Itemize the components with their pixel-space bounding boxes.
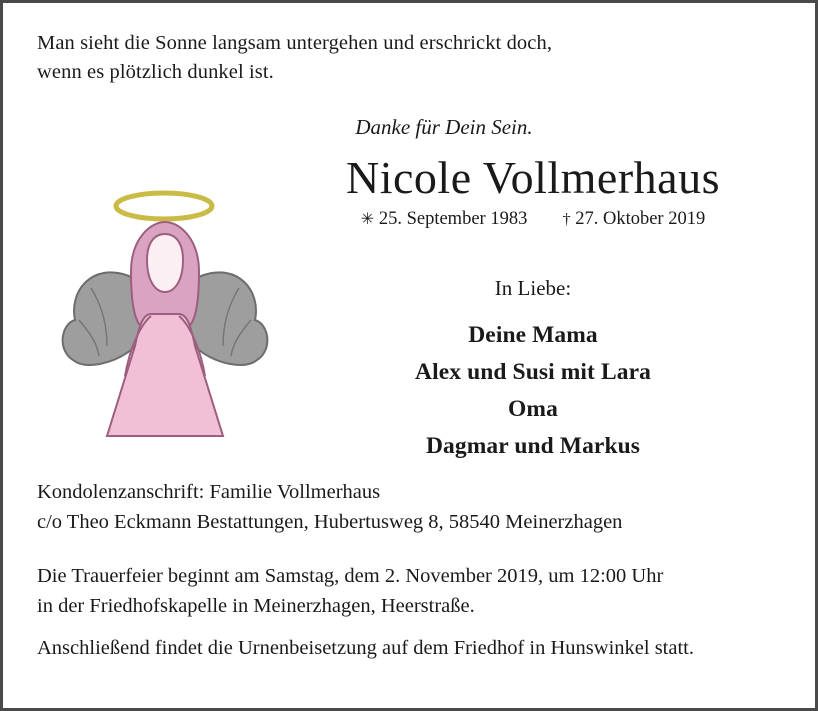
- service-line-3: Anschließend findet die Urnenbeisetzung auf dem Friedhof in Hunswinkel statt.: [37, 636, 694, 659]
- quote-line-2: wenn es plötzlich dunkel ist.: [37, 61, 274, 84]
- bottom-section: [37, 478, 781, 664]
- family-member: Deine Mama: [468, 321, 598, 348]
- quote-line-1: Man sieht die Sonne langsam untergehen und erschrickt doch,: [37, 32, 553, 54]
- condolence-block: [37, 478, 781, 538]
- quote-text: [37, 29, 781, 87]
- family-member: Dagmar und Markus: [425, 432, 641, 459]
- main-section: [37, 154, 781, 472]
- condolence-line-1: Kondolenzanschrift: Familie Vollmerhaus: [37, 481, 381, 504]
- death-symbol: †: [562, 210, 571, 228]
- deceased-name: Nicole Vollmerhaus: [346, 152, 720, 204]
- family-member: Alex und Susi mit Lara: [415, 358, 651, 385]
- deceased-info: [295, 154, 781, 465]
- service-block: [37, 562, 781, 664]
- birth-date: 25. September 1983: [378, 208, 528, 229]
- family-member: Oma: [508, 395, 558, 422]
- condolence-line-2: c/o Theo Eckmann Bestattungen, Hubertusweg 8, 58540 Meinerzhagen: [37, 511, 623, 534]
- family-list: [295, 317, 771, 466]
- life-dates: [295, 209, 771, 230]
- death-date: 27. Oktober 2019: [575, 208, 706, 229]
- service-line-2: in der Friedhofskapelle in Meinerzhagen, Heerstraße.: [37, 594, 475, 617]
- in-love-label: In Liebe:: [494, 275, 572, 300]
- angel-icon: [51, 164, 281, 454]
- angel-illustration-container: [37, 154, 295, 454]
- thanks-line: Danke für Dein Sein.: [355, 115, 533, 140]
- birth-symbol: ✳: [360, 210, 375, 228]
- service-line-1: Die Trauerfeier beginnt am Samstag, dem 2. November 2019, um 12:00 Uhr: [37, 565, 664, 588]
